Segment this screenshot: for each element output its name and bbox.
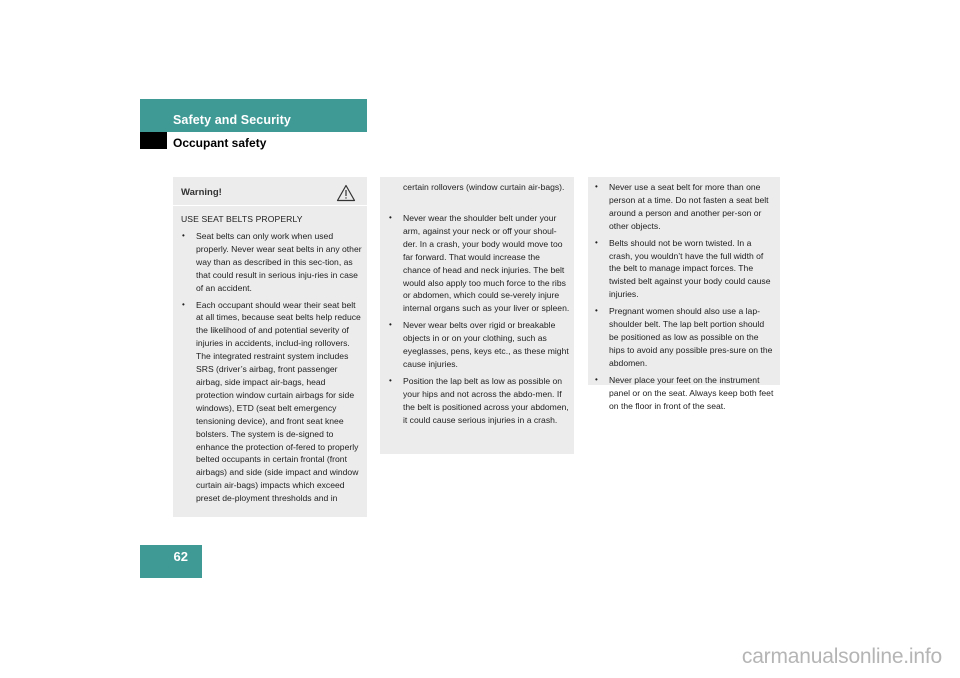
warning-list (594, 181, 776, 416)
warning-heading: Warning! (181, 187, 222, 198)
list-item-text: Never wear the shoulder belt under your arm, against your neck or off your shoul-der. In a crash, your body would move too far forward. That would increase the chance of head and neck injuries. The belt would also apply too much force to the ribs or abdomen, which could se-verely injure internal organs such as your liver or spleen. (403, 213, 570, 314)
list-item (388, 212, 570, 315)
warning-divider (173, 205, 367, 206)
list-item (594, 374, 776, 413)
list-item-text: Pregnant women should also use a lap-shoulder belt. The lap belt portion should be positioned as low as possible on the hips to avoid any possible pres-sure on the abdomen. (609, 306, 773, 368)
list-item-text: Never wear belts over rigid or breakable objects in or on your clothing, such as eyeglasses, pens, keys etc., as these might cause injuries. (403, 320, 569, 369)
warning-list (181, 230, 363, 509)
list-item (181, 230, 363, 295)
list-item-text: Never place your feet on the instrument panel or on the seat. Always keep both feet on the floor in front of the seat. (609, 374, 774, 411)
section-title: Safety and Security (173, 113, 291, 127)
list-item-text: Belts should not be worn twisted. In a crash, you wouldn’t have the full width of the belt to manage impact forces. The twisted belt against your body could cause injuries. (609, 237, 771, 300)
bullet-icon: • (595, 237, 598, 247)
warning-panel-continued-2 (588, 177, 780, 411)
list-item-text: Seat belts can only work when used properly. Never wear seat belts in any other way than as described in this sec-tion, as that could result in serious inju-ries in case of an accident. (196, 231, 362, 293)
warning-triangle-icon (336, 184, 356, 202)
list-item-text: Position the lap belt as low as possible on your hips and not across the abdo-men. If the belt is positioned across your abdomen, it could cause serious injuries in a crash. (403, 375, 569, 425)
list-item (594, 237, 776, 302)
list-item (594, 181, 776, 233)
list-item (594, 305, 776, 370)
bullet-icon: • (389, 213, 392, 222)
warning-subheading: USE SEAT BELTS PROPERLY (181, 214, 303, 224)
page-number-box (140, 545, 202, 578)
continuation-text: certain rollovers (window curtain air-bags). (403, 182, 565, 192)
bullet-icon: • (595, 182, 598, 191)
bullet-icon: • (182, 299, 185, 309)
bullet-icon: • (182, 231, 185, 240)
warning-panel-continued (380, 177, 574, 454)
warning-list (388, 212, 570, 431)
list-item (181, 299, 363, 506)
list-item (388, 375, 570, 427)
list-item-text: Each occupant should wear their seat belt at all times, because seat belts help reduce the likelihood of and potential severity of injuries in accidents, includ-ing rollovers. The integrated restraint system includes SRS (driver’s airbag, front passenger airbag, side impact air-bags, head protection window curtain airbags for side windows), ETD (seat belt emergency tensioning device), and front seat knee bolsters. The system is de-signed to enhance the protection of-fered to properly belted occupants in certain frontal (front airbags) and side (side impact and window curtain air-bags) impacts which exceed preset de-ployment thresholds and in (196, 299, 361, 504)
watermark: carmanualsonline.info (741, 645, 942, 668)
list-item (388, 319, 570, 371)
subsection-title: Occupant safety (173, 136, 267, 150)
list-item-text: Never use a seat belt for more than one person at a time. Do not fasten a seat belt around a person and another per-son or other objects. (609, 182, 769, 231)
bullet-icon: • (389, 375, 392, 385)
bullet-icon: • (389, 320, 392, 330)
warning-panel (173, 177, 367, 517)
page-number: 62 (173, 549, 188, 564)
bullet-icon: • (595, 374, 598, 384)
section-marker (140, 132, 167, 149)
bullet-icon: • (595, 306, 598, 316)
